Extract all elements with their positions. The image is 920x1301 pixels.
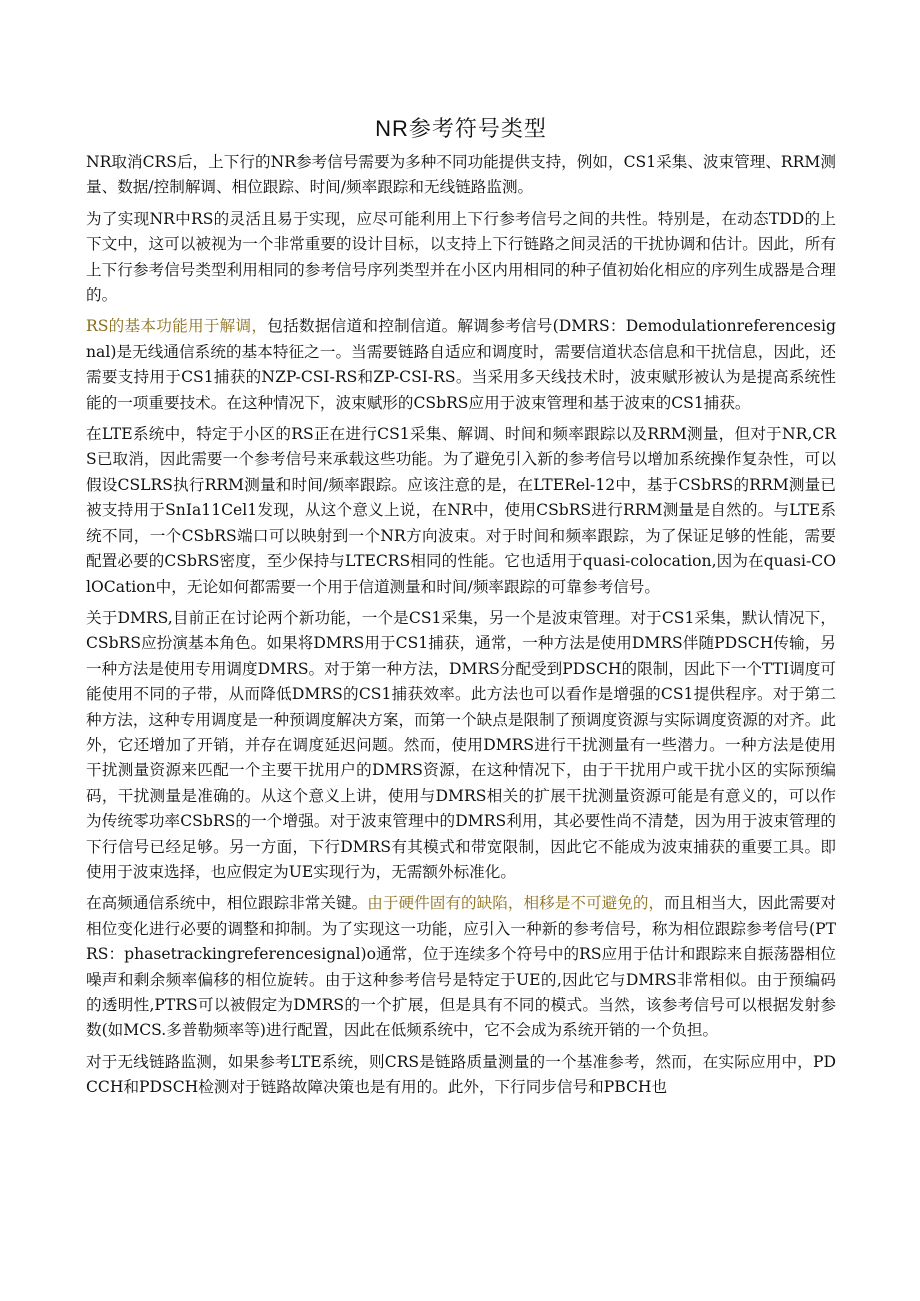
paragraph-5-text: 关于DMRS,目前正在讨论两个新功能，一个是CS1采集，另一个是波束管理。对于CS1采集，默认情况下，CSbRS应扮演基本角色。如果将DMRS用于CS1捕获，通常，一种方法是使用DMRS伴随PDSCH传输，另一种方法是使用专用调度DMRS。对于第一种方法，DMRS分配受到PDSCH的限制，因此下一个TTI调度可能使用不同的子带，从而降低DMRS的CS1捕获效率。此方法也可以看作是增强的CS1提供程序。对于第二种方法，这种专用调度是一种预调度解决方案，而第一个缺点是限制了预调度资源与实际调度资源的对齐。此外，它还增加了开销，并存在调度延迟问题。然而，使用DMRS进行干扰测量有一些潜力。一种方法是使用干扰测量资源来匹配一个主要干扰用户的DMRS资源，在这种情况下，由于干扰用户或干扰小区的实际预编码，干扰测量是准确的。从这个意义上讲，使用与DMRS相关的扩展干扰测量资源可能是有意义的，可以作为传统零功率CSbRS的一个增强。对于波束管理中的DMRS利用，其必要性尚不清楚，因为用于波束管理的下行信号已经足够。另一方面，下行DMRS有其模式和带宽限制，因此它不能成为波束捕获的重要工具。即使用于波束选择，也应假定为UE实现行为，无需额外标准化。 [86,608,836,881]
paragraph-6-text-after: 而且相当大，因此需要对相位变化进行必要的调整和抑制。为了实现这一功能，应引入一种新的参考信号，称为相位跟踪参考信号(PTRS：phasetrackingreferencesignal)o通常，位于连续多个符号中的RS应用于估计和跟踪来自振荡器相位噪声和剩余频率偏移的相位旋转。由于这种参考信号是特定于UE的,因此它与DMRS非常相似。由于预编码的透明性,PTRS可以被假定为DMRS的一个扩展，但是具有不同的模式。当然，该参考信号可以根据发射参数(如MCS.多普勒频率等)进行配置，因此在低频系统中，它不会成为系统开销的一个负担。 [86,894,836,1040]
paragraph-3 [86,314,836,416]
paragraph-4 [86,422,836,600]
document-page [86,112,836,1107]
paragraph-2 [86,207,836,309]
paragraph-1-text: NR取消CRS后，上下行的NR参考信号需要为多种不同功能提供支持，例如，CS1采集、波束管理、RRM测量、数据/控制解调、相位跟踪、时间/频率跟踪和无线链路监测。 [86,153,836,197]
paragraph-1 [86,150,836,201]
paragraph-4-text: 在LTE系统中，特定于小区的RS正在进行CS1采集、解调、时间和频率跟踪以及RRM测量，但对于NR,CRS已取消，因此需要一个参考信号来承载这些功能。为了避免引入新的参考信号以增加系统操作复杂性，可以假设CSLRS执行RRM测量和时间/频率跟踪。应该注意的是，在LTERel-12中，基于CSbRS的RRM测量已被支持用于SnIa11Cel1发现，从这个意义上说，在NR中，使用CSbRS进行RRM测量是自然的。与LTE系统不同，一个CSbRS端口可以映射到一个NR方向波束。对于时间和频率跟踪，为了保证足够的性能，需要配置必要的CSbRS密度，至少保持与LTECRS相同的性能。它也适用于quasi-colocation,因为在quasi-COlOCation中，无论如何都需要一个用于信道测量和时间/频率跟踪的可靠参考信号。 [86,425,836,596]
paragraph-3-text: 包括数据信道和控制信道。解调参考信号(DMRS：Demodulationreferencesignal)是无线通信系统的基本特征之一。当需要链路自适应和调度时，需要信道状态信息和干扰信息，因此，还需要支持用于CS1捕获的NZP-CSI-RS和ZP-CSI-RS。当采用多天线技术时，波束赋形被认为是提高系统性能的一项重要技术。在这种情况下，波束赋形的CSbRS应用于波束管理和基于波束的CS1捕获。 [86,317,836,412]
paragraph-3-highlight: RS的基本功能用于解调， [86,317,268,336]
paragraph-6-text: 在高频通信系统中，相位跟踪非常关键。 [86,894,368,913]
paragraph-7-text: 对于无线链路监测，如果参考LTE系统，则CRS是链路质量测量的一个基准参考，然而，在实际应用中，PDCCH和PDSCH检测对于链路故障决策也是有用的。此外，下行同步信号和PBCH也 [86,1052,836,1097]
page-title: NR参考符号类型 [375,116,547,141]
paragraph-6 [86,891,836,1043]
paragraph-2-text: 为了实现NR中RS的灵活且易于实现，应尽可能利用上下行参考信号之间的共性。特别是，在动态TDD的上下文中，这可以被视为一个非常重要的设计目标，以支持上下行链路之间灵活的干扰协调和估计。因此，所有上下行参考信号类型利用相同的参考信号序列类型并在小区内用相同的种子值初始化相应的序列生成器是合理的。 [86,209,836,305]
paragraph-7 [86,1050,836,1101]
paragraph-6-highlight: 由于硬件固有的缺陷，相移是不可避免的， [367,894,665,913]
paragraph-5 [86,606,836,885]
